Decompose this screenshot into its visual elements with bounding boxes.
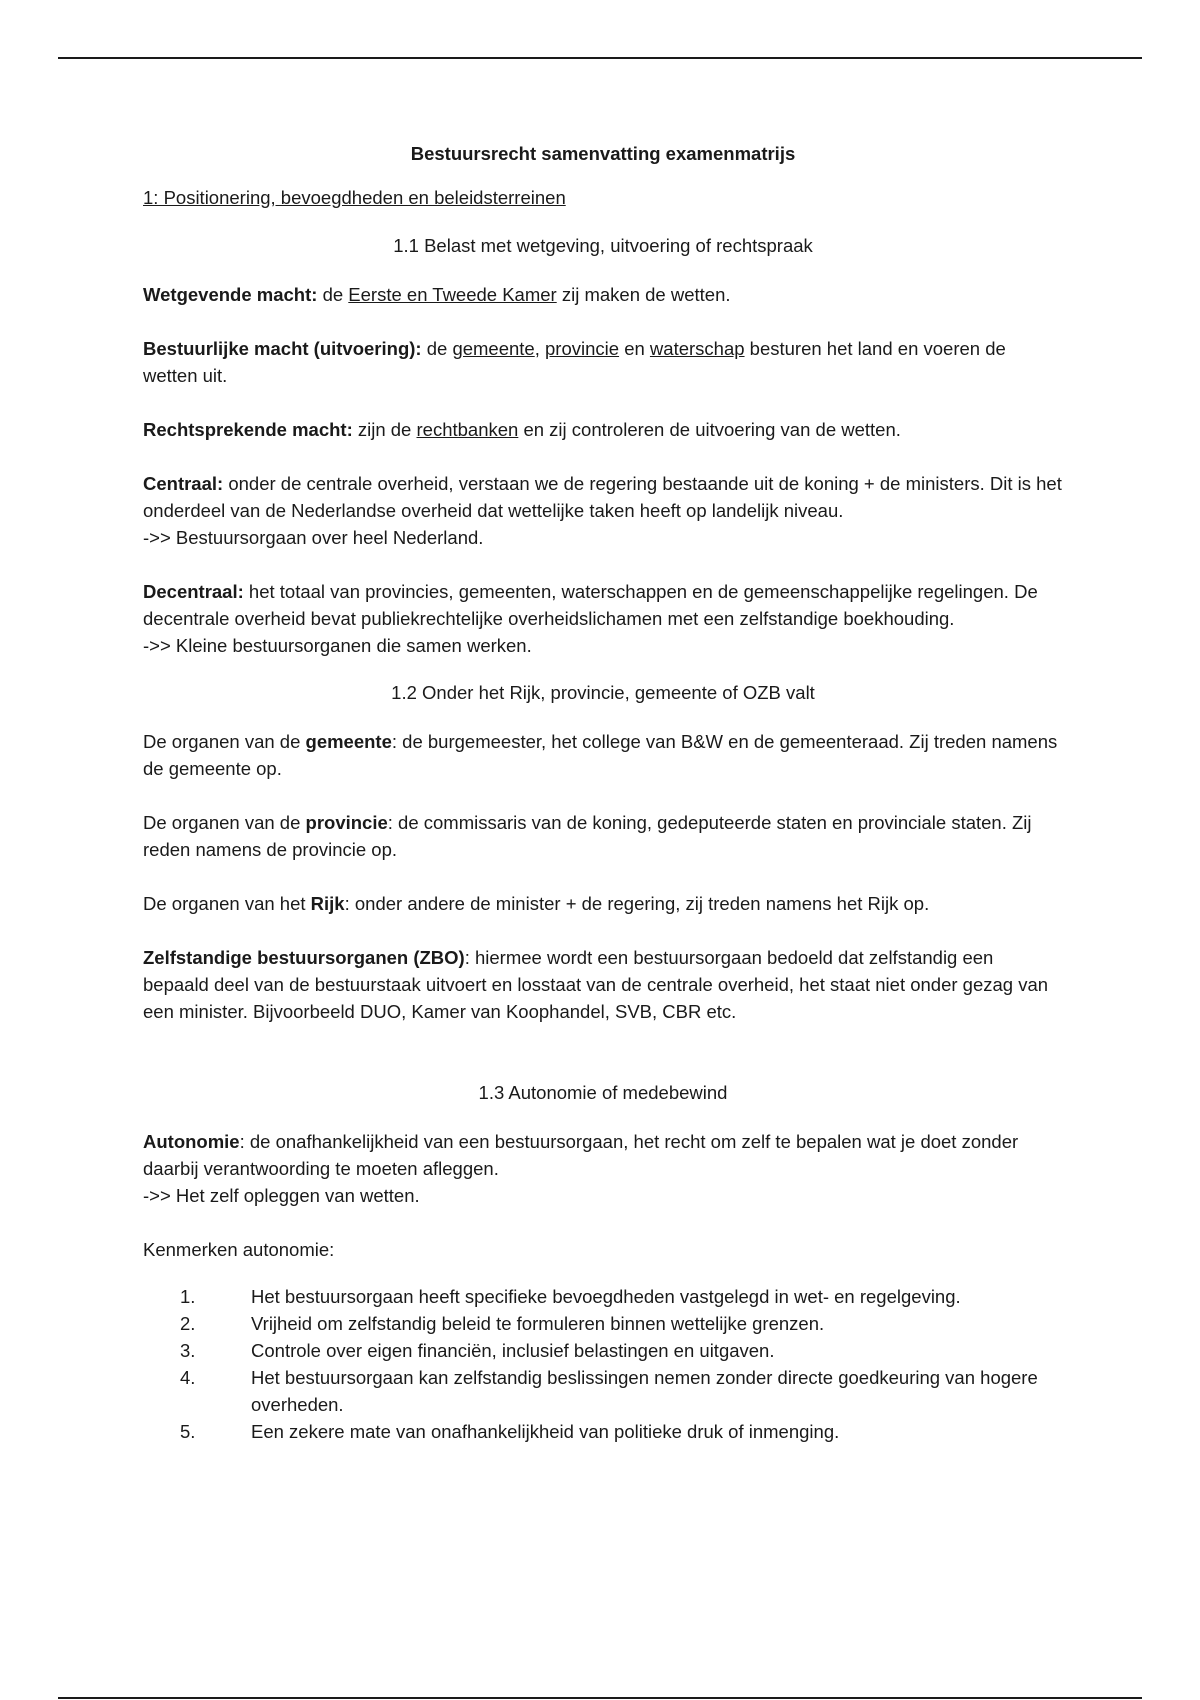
arrow-note: ->> Het zelf opleggen van wetten. — [143, 1185, 420, 1206]
underlined-term: provincie — [545, 338, 620, 359]
text-run: de — [421, 338, 453, 359]
text-run: : de commissaris van de koning, gedeputeerde staten en provinciale staten. Zij reden namens de provincie op. — [143, 812, 1032, 860]
section-heading-1-3: 1.3 Autonomie of medebewind — [478, 1082, 728, 1103]
document-page — [143, 140, 1063, 1445]
list-number: 4. — [180, 1367, 196, 1388]
arrow-note: ->> Kleine bestuursorganen die samen werken. — [143, 635, 532, 656]
paragraph-autonomie — [143, 1128, 1063, 1182]
text-run: , — [534, 338, 546, 359]
term-label: provincie — [305, 812, 388, 833]
text-run: besturen het land en voeren de wetten uit. — [143, 338, 1006, 386]
arrow-note: ->> Bestuursorgaan over heel Nederland. — [143, 527, 484, 548]
term-label: Autonomie — [143, 1131, 240, 1152]
paragraph-rechtsprekende-macht — [143, 416, 1063, 443]
text-run: het totaal van provincies, gemeenten, waterschappen en de gemeenschappelijke regelingen. De decentrale overheid bevat publiekrechtelijke overheidslichamen met een zelfstandige boekhouding. — [143, 581, 1038, 629]
kenmerken-list — [143, 1283, 1063, 1445]
text-run: zijn de — [352, 419, 417, 440]
text-run: en zij controleren de uitvoering van de wetten. — [518, 419, 901, 440]
list-number: 3. — [180, 1340, 196, 1361]
header-rule — [58, 57, 1142, 59]
paragraph-decentraal — [143, 578, 1063, 632]
paragraph-rijk — [143, 890, 1063, 917]
list-text: Een zekere mate van onafhankelijkheid van politieke druk of inmenging. — [251, 1421, 840, 1442]
paragraph-bestuurlijke-macht — [143, 335, 1063, 389]
term-label: Rechtsprekende macht: — [143, 419, 353, 440]
list-number: 2. — [180, 1313, 196, 1334]
underlined-term: waterschap — [649, 338, 745, 359]
term-label: gemeente — [305, 731, 392, 752]
list-item — [143, 1310, 1063, 1337]
paragraph-gemeente — [143, 728, 1063, 782]
text-run: : de burgemeester, het college van B&W en de gemeenteraad. Zij treden namens de gemeente op. — [143, 731, 1058, 779]
text-run: De organen van het — [143, 893, 311, 914]
document-title: Bestuursrecht samenvatting examenmatrijs — [410, 143, 796, 164]
term-label: Bestuurlijke macht (uitvoering): — [143, 338, 422, 359]
paragraph-wetgevende-macht — [143, 281, 1063, 308]
list-text: Het bestuursorgaan kan zelfstandig beslissingen nemen zonder directe goedkeuring van hogere overheden. — [251, 1367, 1038, 1415]
paragraph-provincie — [143, 809, 1063, 863]
kenmerken-label: Kenmerken autonomie: — [143, 1239, 335, 1260]
term-label: Centraal: — [143, 473, 224, 494]
list-text: Vrijheid om zelfstandig beleid te formuleren binnen wettelijke grenzen. — [251, 1313, 825, 1334]
text-run: en — [619, 338, 650, 359]
text-run: : de onafhankelijkheid van een bestuursorgaan, het recht om zelf te bepalen wat je doet zonder daarbij verantwoording te moeten afleggen. — [143, 1131, 1019, 1179]
text-run: zij maken de wetten. — [556, 284, 731, 305]
text-run: : onder andere de minister + de regering, zij treden namens het Rijk op. — [344, 893, 930, 914]
paragraph-zbo — [143, 944, 1063, 1025]
list-text: Controle over eigen financiën, inclusief belastingen en uitgaven. — [251, 1340, 775, 1361]
term-label: Decentraal: — [143, 581, 244, 602]
list-text: Het bestuursorgaan heeft specifieke bevoegdheden vastgelegd in wet- en regelgeving. — [251, 1286, 961, 1307]
underlined-term: rechtbanken — [416, 419, 519, 440]
list-item — [143, 1418, 1063, 1445]
text-run: De organen van de — [143, 812, 306, 833]
section-heading-1-1: 1.1 Belast met wetgeving, uitvoering of rechtspraak — [393, 235, 813, 256]
text-run: onder de centrale overheid, verstaan we de regering bestaande uit de koning + de ministers. Dit is het onderdeel van de Nederlandse overheid dat wettelijke taken heeft op landelijk niveau. — [143, 473, 1062, 521]
list-item — [143, 1337, 1063, 1364]
term-label: Rijk — [310, 893, 345, 914]
list-item — [143, 1283, 1063, 1310]
underlined-term: Eerste en Tweede Kamer — [348, 284, 557, 305]
text-run: De organen van de — [143, 731, 306, 752]
text-run: : hiermee wordt een bestuursorgaan bedoeld dat zelfstandig een bepaald deel van de bestuurstaak uitvoert en losstaat van de centrale overheid, het staat niet onder gezag van een minister. Bijvoorbeeld DUO, Kamer van Koophandel, SVB, CBR etc. — [143, 947, 1049, 1022]
underlined-term: gemeente — [452, 338, 535, 359]
paragraph-centraal — [143, 470, 1063, 524]
term-label: Zelfstandige bestuursorganen (ZBO) — [143, 947, 465, 968]
list-number: 5. — [180, 1421, 196, 1442]
list-number: 1. — [180, 1286, 196, 1307]
section-heading-1-2: 1.2 Onder het Rijk, provincie, gemeente of OZB valt — [391, 682, 815, 703]
chapter-heading: 1: Positionering, bevoegdheden en beleidsterreinen — [143, 187, 566, 208]
text-run: de — [317, 284, 349, 305]
term-label: Wetgevende macht: — [143, 284, 318, 305]
list-item — [143, 1364, 1063, 1418]
footer-rule — [58, 1697, 1142, 1699]
